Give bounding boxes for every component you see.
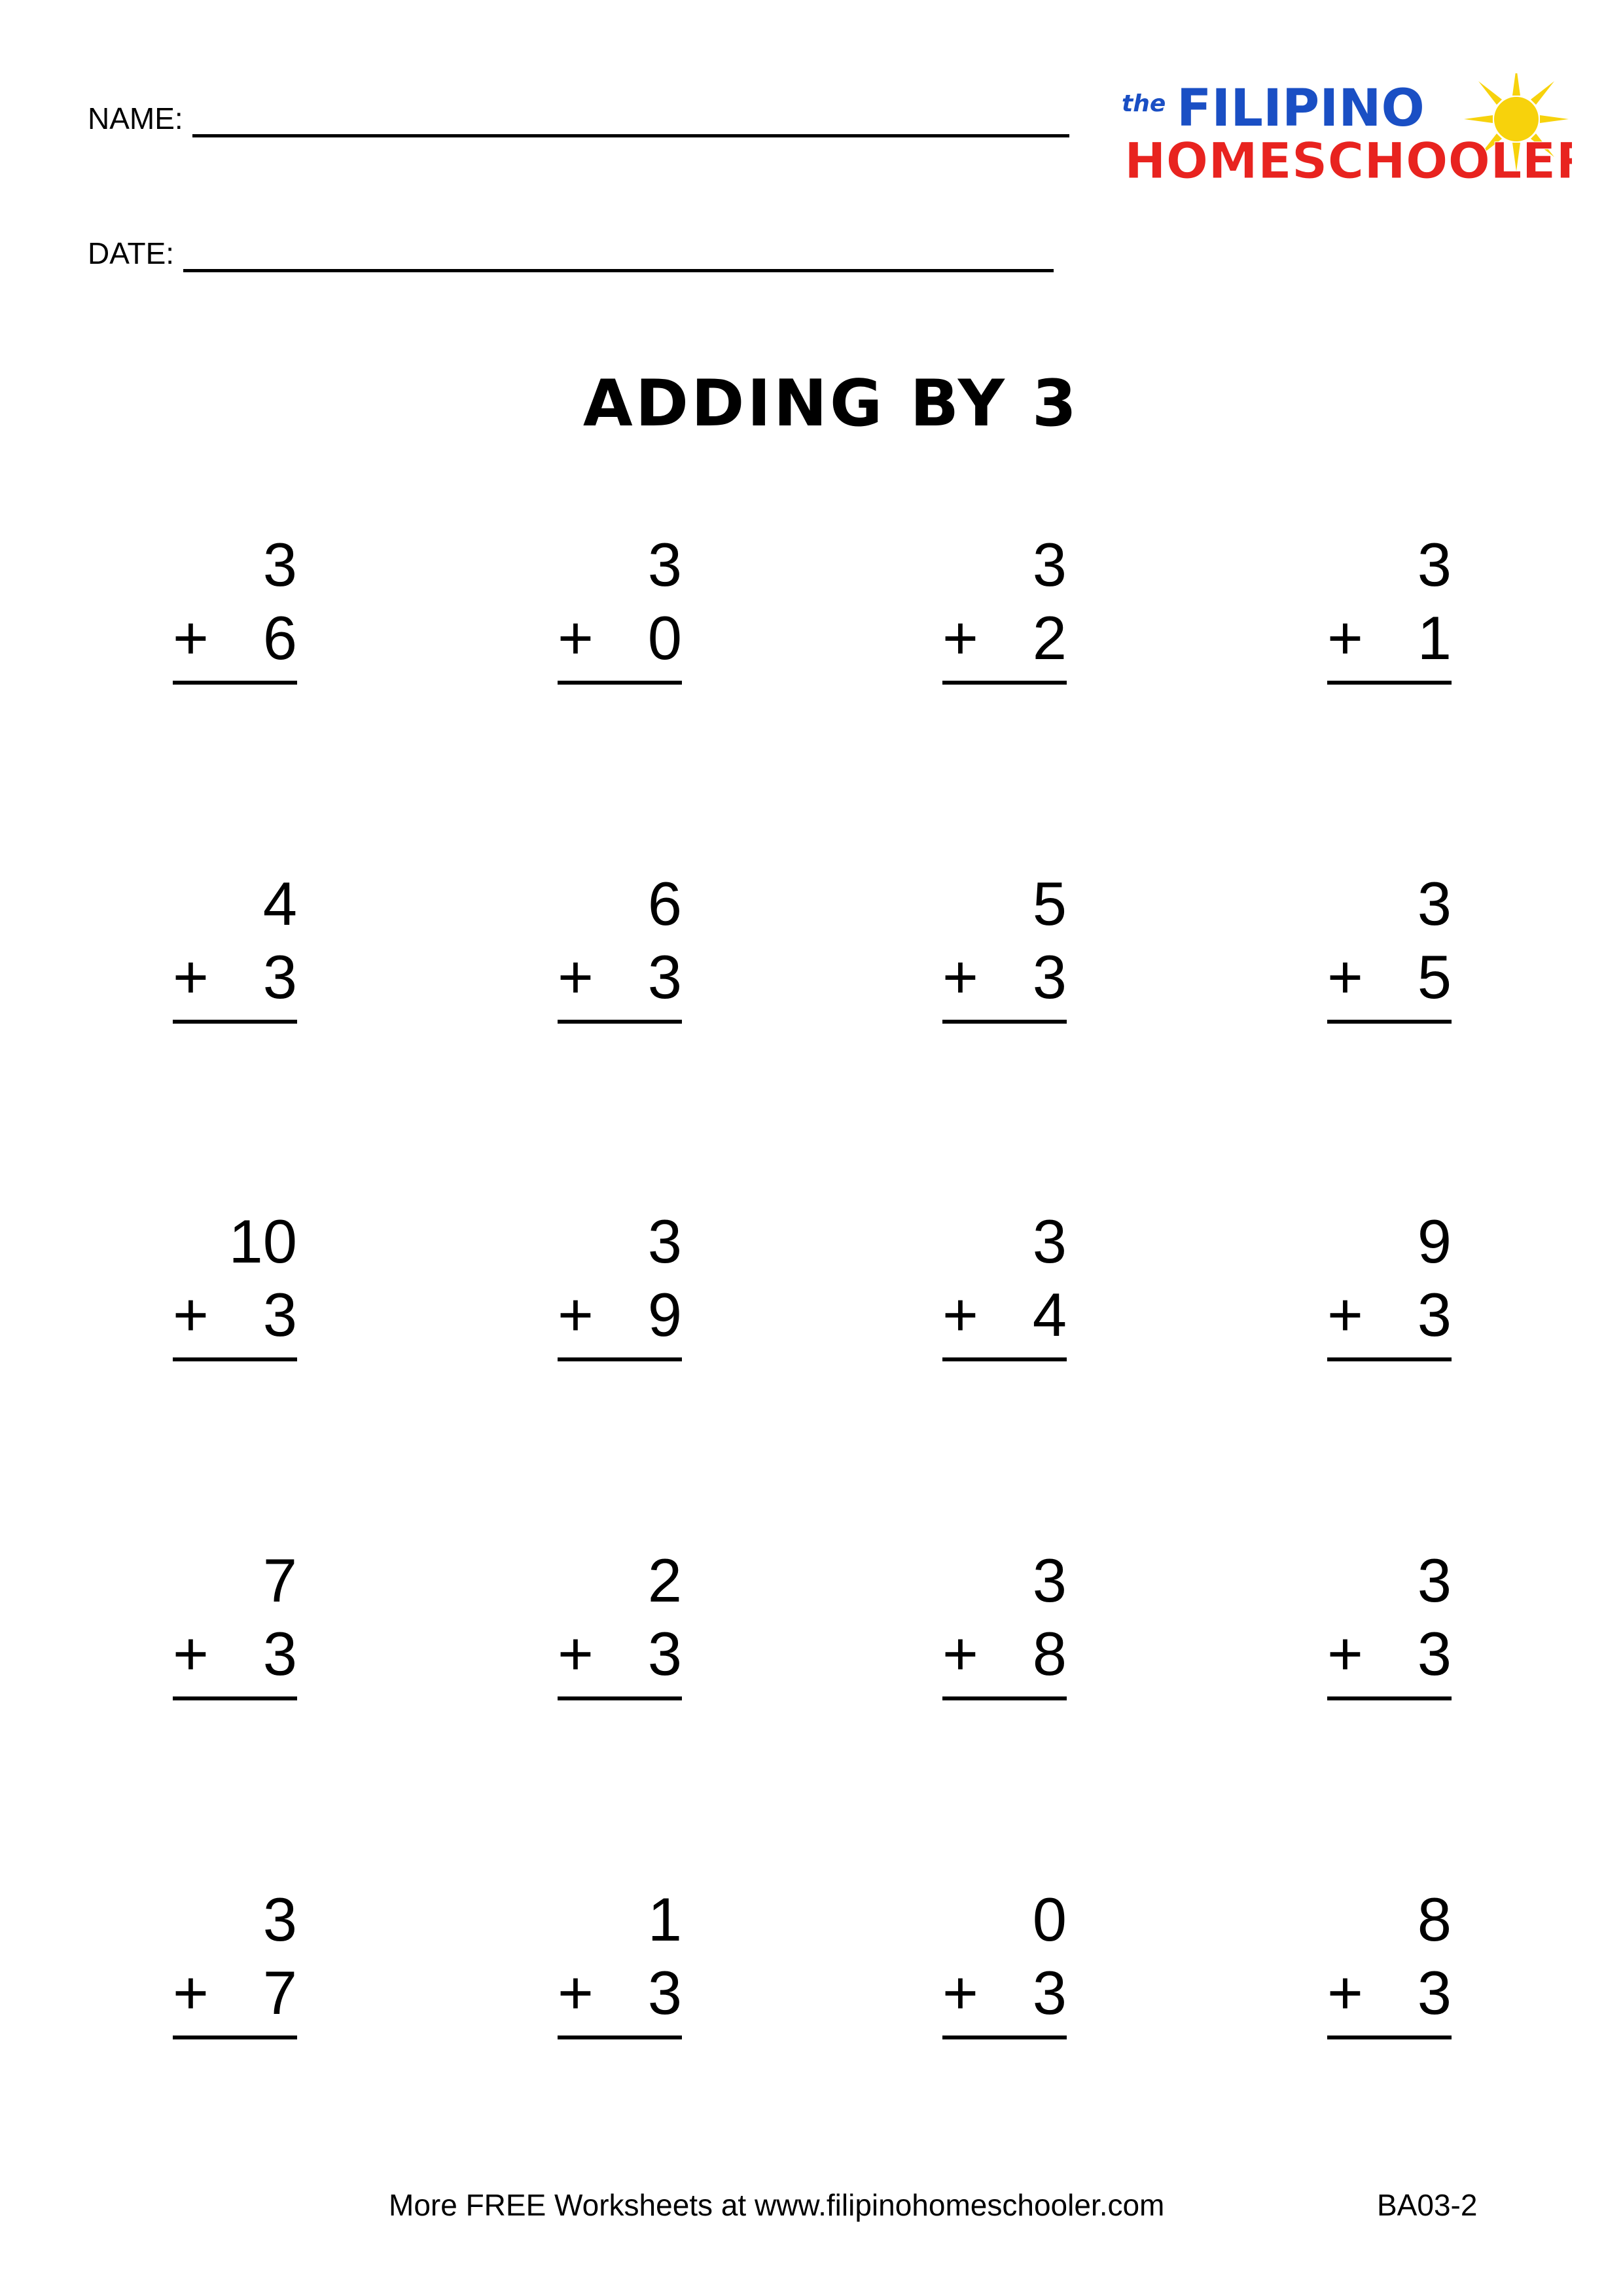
bottom-addend: 8 — [1032, 1619, 1067, 1688]
bottom-addend: 1 — [1417, 603, 1452, 672]
top-addend: 3 — [1417, 530, 1452, 599]
top-addend: 0 — [1032, 1885, 1067, 1954]
plus-sign: + — [942, 942, 978, 1011]
plus-sign: + — [1327, 942, 1363, 1011]
addition-problem — [942, 530, 1073, 691]
answer-line[interactable] — [942, 1020, 1067, 1024]
answer-line[interactable] — [942, 1357, 1067, 1361]
top-addend: 3 — [1417, 1546, 1452, 1615]
bottom-addend: 2 — [1032, 603, 1067, 672]
addition-problem — [1327, 1207, 1458, 1368]
top-addend: 9 — [1417, 1207, 1452, 1276]
top-addend: 3 — [1417, 869, 1452, 938]
answer-line[interactable] — [558, 1357, 682, 1361]
bottom-addend: 3 — [262, 1619, 297, 1688]
date-line[interactable] — [183, 268, 1054, 272]
bottom-addend: 3 — [1417, 1619, 1452, 1688]
plus-sign: + — [942, 1619, 978, 1688]
bottom-addend: 0 — [647, 603, 682, 672]
bottom-addend: 7 — [262, 1958, 297, 2027]
addition-problem — [558, 530, 688, 691]
top-addend: 6 — [647, 869, 682, 938]
bottom-addend: 3 — [1032, 1958, 1067, 2027]
top-addend: 3 — [647, 530, 682, 599]
top-addend: 4 — [262, 869, 297, 938]
answer-line[interactable] — [558, 1020, 682, 1024]
answer-line[interactable] — [173, 1696, 297, 1700]
answer-line[interactable] — [1327, 1357, 1452, 1361]
date-label: DATE: — [88, 236, 175, 270]
bottom-addend: 3 — [1417, 1958, 1452, 2027]
plus-sign: + — [558, 603, 594, 672]
addition-problem — [173, 1885, 304, 2046]
plus-sign: + — [942, 1958, 978, 2027]
bottom-addend: 9 — [647, 1280, 682, 1349]
top-addend: 1 — [647, 1885, 682, 1954]
top-addend: 3 — [647, 1207, 682, 1276]
top-addend: 3 — [1032, 1207, 1067, 1276]
plus-sign: + — [942, 603, 978, 672]
top-addend: 7 — [262, 1546, 297, 1615]
plus-sign: + — [173, 1280, 209, 1349]
bottom-addend: 3 — [647, 1958, 682, 2027]
answer-line[interactable] — [173, 1020, 297, 1024]
plus-sign: + — [173, 1958, 209, 2027]
top-addend: 3 — [262, 530, 297, 599]
addition-problem — [558, 1207, 688, 1368]
answer-line[interactable] — [1327, 1696, 1452, 1700]
filipino-homeschooler-logo — [1120, 73, 1572, 191]
plus-sign: + — [558, 1958, 594, 2027]
plus-sign: + — [1327, 603, 1363, 672]
plus-sign: + — [942, 1280, 978, 1349]
bottom-addend: 5 — [1417, 942, 1452, 1011]
plus-sign: + — [173, 942, 209, 1011]
addition-problem — [1327, 869, 1458, 1030]
top-addend: 2 — [647, 1546, 682, 1615]
addition-problem — [942, 1207, 1073, 1368]
top-addend: 5 — [1032, 869, 1067, 938]
addition-problem — [173, 1546, 304, 1707]
top-addend: 3 — [262, 1885, 297, 1954]
answer-line[interactable] — [173, 1357, 297, 1361]
bottom-addend: 6 — [262, 603, 297, 672]
svg-text:the: the — [1122, 90, 1166, 117]
answer-line[interactable] — [942, 2036, 1067, 2039]
answer-line[interactable] — [942, 1696, 1067, 1700]
bottom-addend: 3 — [647, 1619, 682, 1688]
answer-line[interactable] — [173, 681, 297, 685]
addition-problem — [558, 1546, 688, 1707]
footer-text: More FREE Worksheets at www.filipinohomeschooler.com — [389, 2188, 1165, 2222]
plus-sign: + — [173, 603, 209, 672]
name-line[interactable] — [192, 134, 1069, 137]
addition-problem — [1327, 1885, 1458, 2046]
plus-sign: + — [173, 1619, 209, 1688]
top-addend: 3 — [1032, 530, 1067, 599]
addition-problem — [558, 1885, 688, 2046]
bottom-addend: 3 — [1032, 942, 1067, 1011]
svg-text:FILIPINO: FILIPINO — [1177, 79, 1425, 138]
bottom-addend: 3 — [262, 942, 297, 1011]
svg-text:HOMESCHOOLER: HOMESCHOOLER — [1124, 132, 1572, 190]
plus-sign: + — [558, 1280, 594, 1349]
answer-line[interactable] — [1327, 1020, 1452, 1024]
addition-problem — [1327, 530, 1458, 691]
addition-problem — [1327, 1546, 1458, 1707]
date-field[interactable] — [88, 238, 1054, 268]
answer-line[interactable] — [1327, 681, 1452, 685]
addition-problem — [942, 1546, 1073, 1707]
top-addend: 3 — [1032, 1546, 1067, 1615]
answer-line[interactable] — [558, 1696, 682, 1700]
addition-problem — [173, 869, 304, 1030]
top-addend: 8 — [1417, 1885, 1452, 1954]
plus-sign: + — [1327, 1958, 1363, 2027]
answer-line[interactable] — [173, 2036, 297, 2039]
plus-sign: + — [1327, 1280, 1363, 1349]
answer-line[interactable] — [942, 681, 1067, 685]
name-label: NAME: — [88, 101, 183, 135]
answer-line[interactable] — [558, 681, 682, 685]
bottom-addend: 3 — [647, 942, 682, 1011]
addition-problem — [173, 1207, 304, 1368]
plus-sign: + — [558, 1619, 594, 1688]
answer-line[interactable] — [1327, 2036, 1452, 2039]
bottom-addend: 4 — [1032, 1280, 1067, 1349]
addition-problem — [942, 869, 1073, 1030]
addition-problem — [558, 869, 688, 1030]
addition-problem — [173, 530, 304, 691]
answer-line[interactable] — [558, 2036, 682, 2039]
bottom-addend: 3 — [262, 1280, 297, 1349]
worksheet-code: BA03-2 — [1377, 2188, 1478, 2222]
top-addend: 10 — [228, 1207, 297, 1276]
worksheet-title: ADDING BY 3 — [582, 367, 1080, 441]
plus-sign: + — [558, 942, 594, 1011]
bottom-addend: 3 — [1417, 1280, 1452, 1349]
addition-problem — [942, 1885, 1073, 2046]
plus-sign: + — [1327, 1619, 1363, 1688]
name-field[interactable] — [88, 103, 1069, 134]
